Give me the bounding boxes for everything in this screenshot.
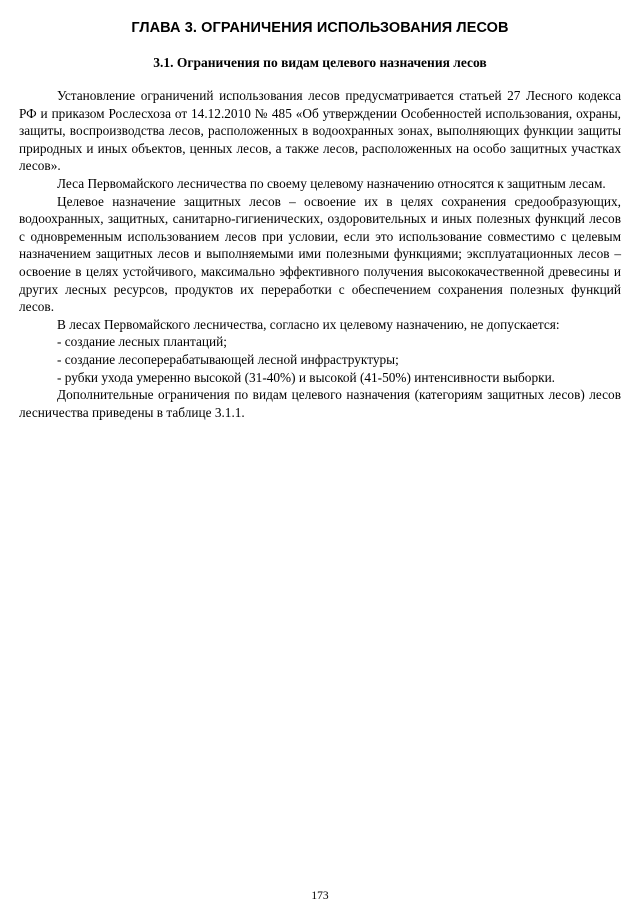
list-item: - рубки ухода умеренно высокой (31-40%) и высокой (41-50%) интенсивности выборки.	[57, 369, 556, 385]
paragraph: В лесах Первомайского лесничества, согласно их целевому назначению, не допускается:	[57, 316, 560, 332]
paragraph: Дополнительные ограничения по видам целевого назначения (категориям защитных лесов) лесов лесничества приведены в таблице 3.1.1.	[19, 387, 621, 420]
list-item: - создание лесоперерабатывающей лесной инфраструктуры;	[57, 351, 399, 367]
paragraph: Установление ограничений использования лесов предусматривается статьей 27 Лесного кодекса РФ и приказом Рослесхоза от 14.12.2010 № 485 «Об утверждении Особенностей использования, охраны, защиты, воспроизводства лесов, расположенных в водоохранных зонах, выполняющих функции защиты природных и иных объектов, ценных лесов, а также лесов, расположенных на особо защитных участках лесов».	[19, 88, 621, 174]
page-number: 173	[311, 890, 329, 902]
section-title: 3.1. Ограничения по видам целевого назначения лесов	[153, 55, 487, 70]
paragraph: Леса Первомайского лесничества по своему целевому назначению относятся к защитным лесам.	[57, 175, 606, 191]
body-text	[19, 87, 621, 421]
list-item: - создание лесных плантаций;	[57, 334, 227, 350]
chapter-title: ГЛАВА 3. ОГРАНИЧЕНИЯ ИСПОЛЬЗОВАНИЯ ЛЕСОВ	[131, 20, 509, 36]
paragraph: Целевое назначение защитных лесов – освоение их в целях сохранения средообразующих, водоохранных, защитных, санитарно-гигиенических, оздоровительных и иных полезных функций лесов с одновременным использованием лесов при условии, если это использование совместимо с целевым назначением защитных лесов и выполняемыми ими полезными функциями; эксплуатационных лесов – освоение в целях устойчивого, максимально эффективного получения высококачественной древесины и других лесных ресурсов, продуктов их переработки с обеспечением сохранения полезных функций лесов.	[19, 193, 621, 315]
